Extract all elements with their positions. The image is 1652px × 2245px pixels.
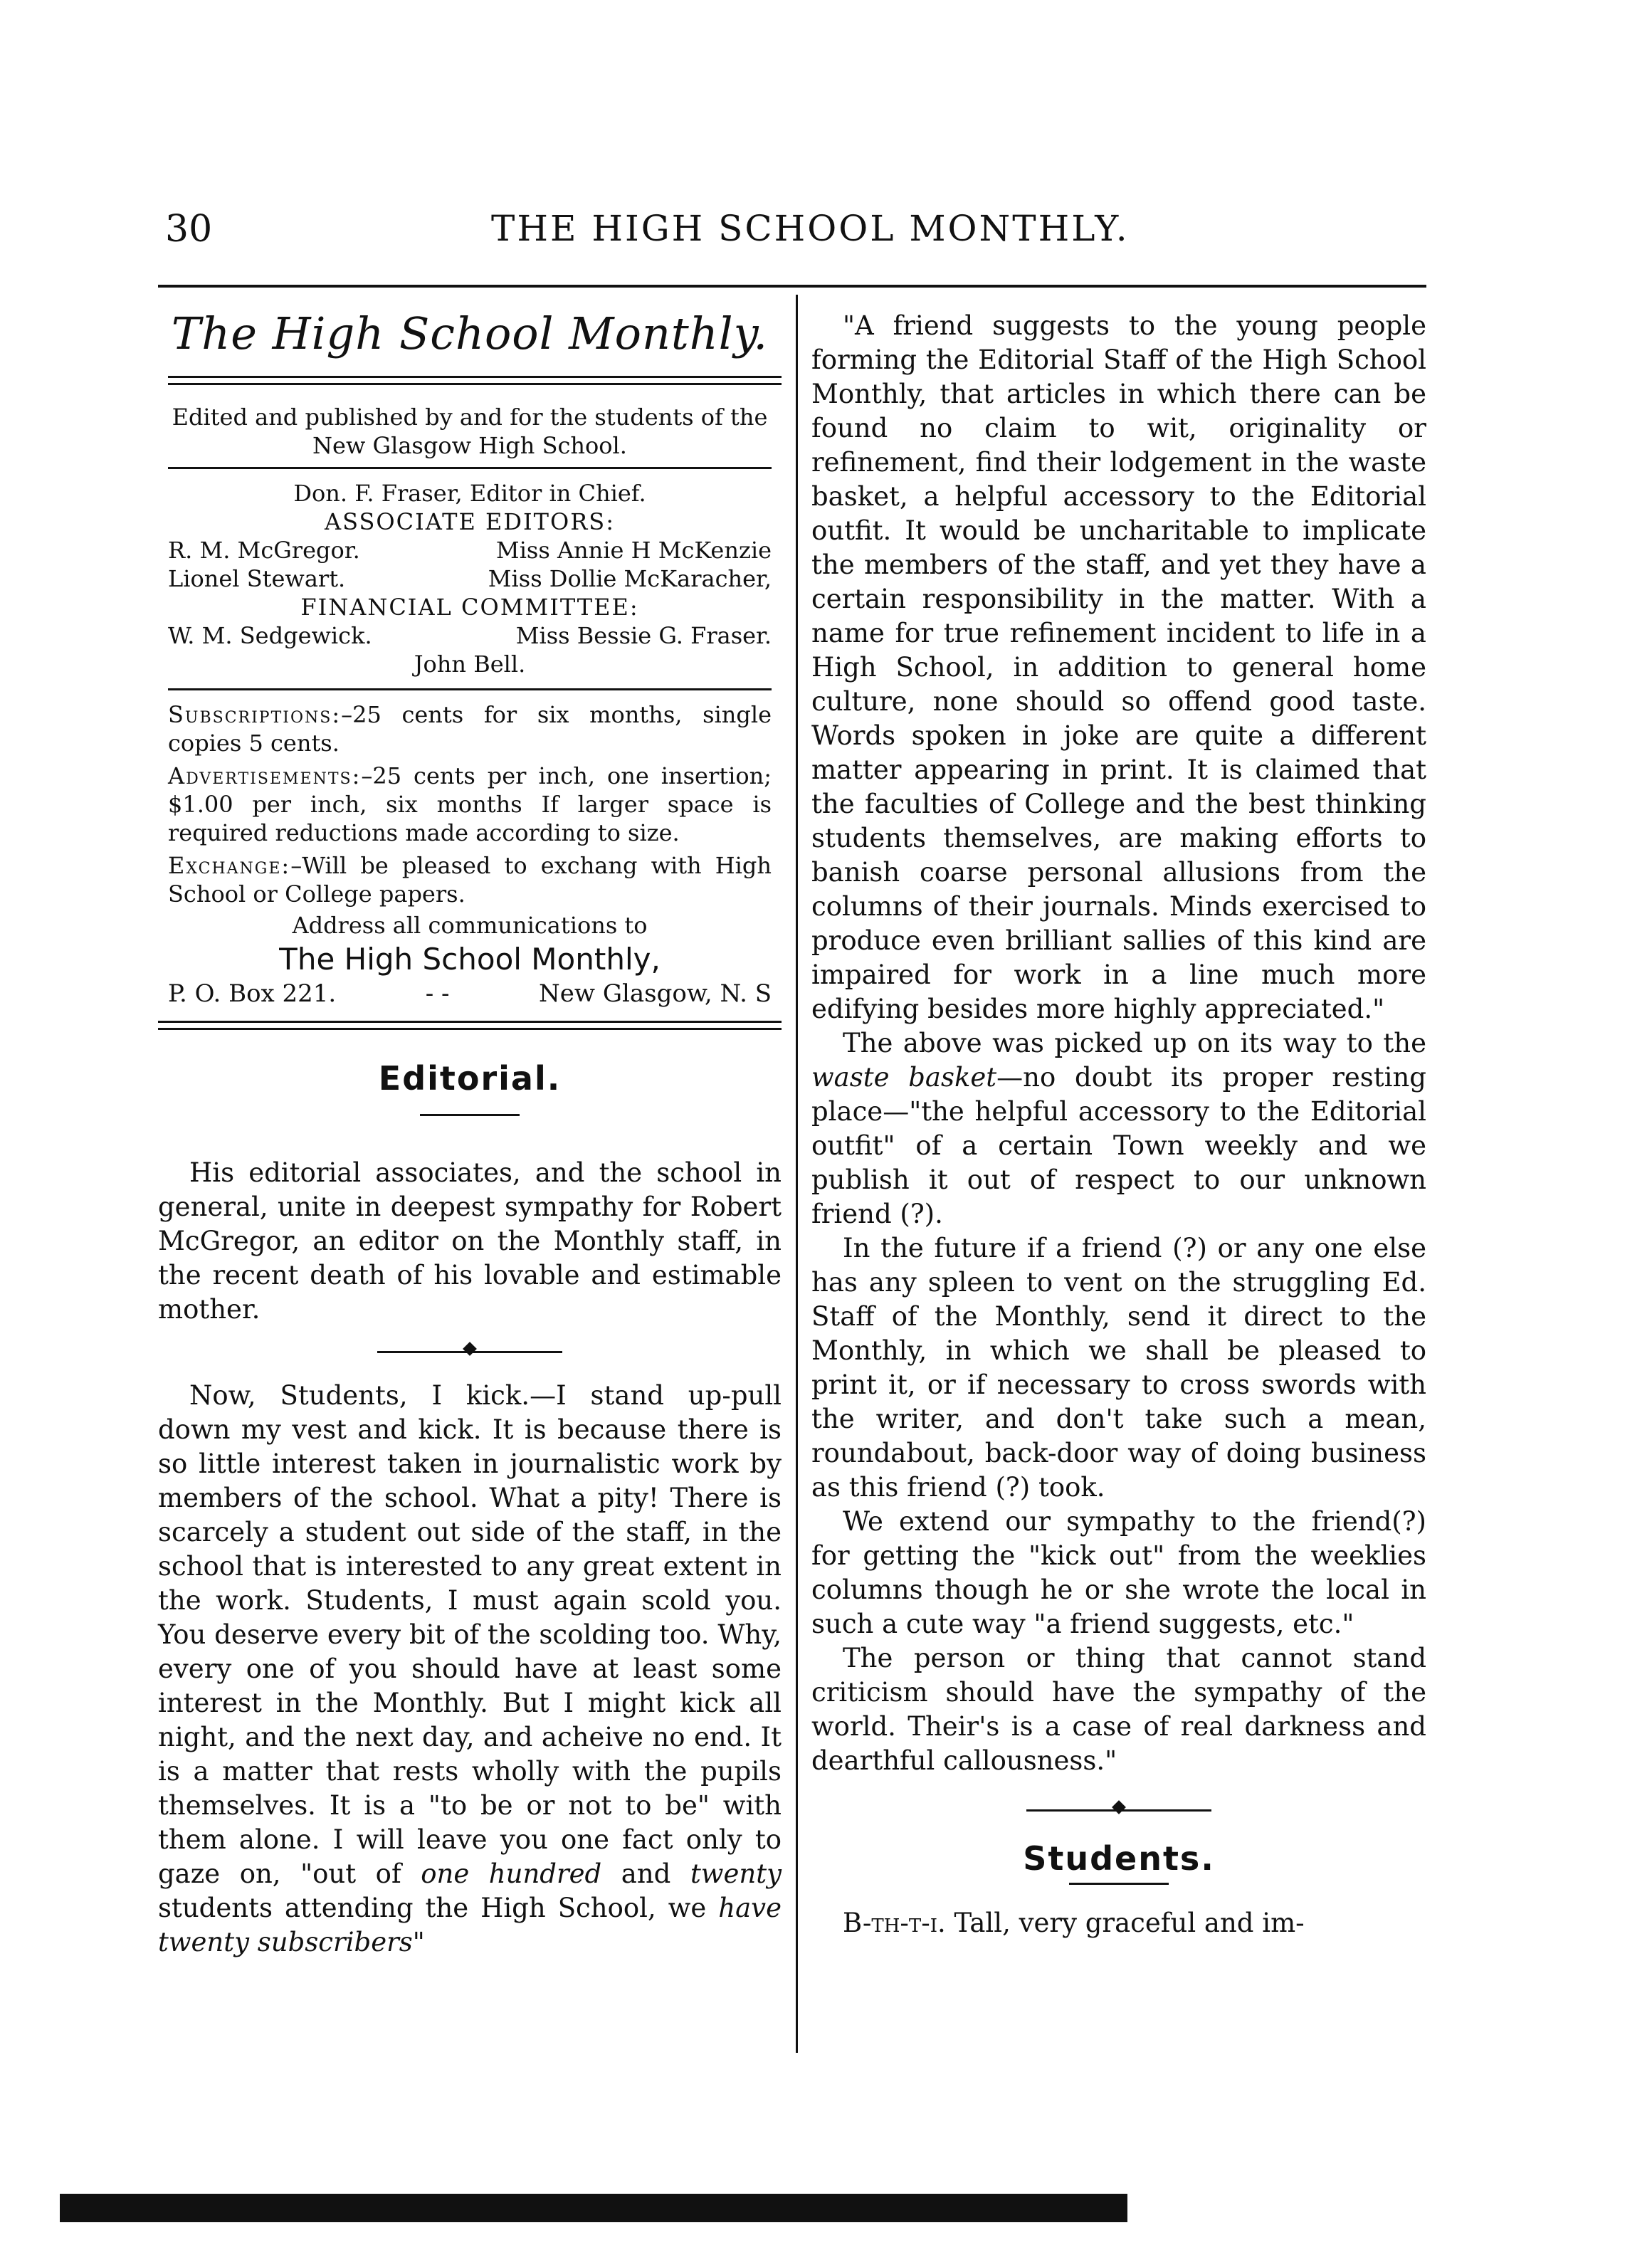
editorial-paragraph: His editorial associates, and the school in general, unite in deepest sympathy for Robert McGregor, an editor on the Monthly staff, in the recent death of his lovable and estimable mother. (158, 1157, 782, 1325)
reply-text: —no doubt its proper resting place—"the helpful accessory to the Editorial outfit" of a certain Town weekly and we publish it out of respect to our unknown friend (?). (811, 1062, 1426, 1229)
students-heading: Students. (1023, 1839, 1215, 1878)
advertisements (168, 762, 772, 847)
editorial-emphasis: one hundred (421, 1858, 602, 1889)
editorial-reply (811, 1026, 1426, 1231)
students-lead: B-th-t-i. (843, 1908, 946, 1938)
associate-left: Lionel Stewart. (168, 565, 346, 592)
quoted-letter: "A friend suggests to the young people forming the Editorial Staff of the High School Monthly, that articles in which there can be found no claim to wit, originality or refinement, find their lodgement in the waste basket, a helpful accessory to the Editorial outfit. It would be uncharitable to implicate the members of the staff, and yet they have a certain responsibility in the matter. With a name for true refinement incident to life in a High School, in addition to general home culture, none should so offend good taste. Words spoken in joke are quite a different matter appearing in print. It is claimed that the faculties of College and the best thinking students themselves, are making efforts to banish coarse personal allusions from the columns of their journals. Minds exercised to produce even brilliant sallies of this kind are impaired for work in a line much more edifying besides more highly appreciated." (811, 310, 1426, 1024)
address-line: Address all communications to (292, 912, 648, 939)
header-rule (158, 285, 1426, 288)
editorial-text: " (412, 1927, 425, 1957)
column-divider (796, 295, 798, 2053)
financial-extra: John Bell. (414, 651, 526, 678)
financial-left: W. M. Sedgewick. (168, 622, 372, 649)
editor-in-chief: Don. F. Fraser, Editor in Chief. (293, 480, 646, 507)
exchange-label: Exchange: (168, 852, 291, 879)
editorial-reply: In the future if a friend (?) or any one else has any spleen to vent on the struggling Ed. Staff of the Monthly, send it direct to the Monthly, in which we shall be pleased to print it, or if necessary to cross swords with the writer, and don't take such a mean, roundabout, back-door way of doing business as this friend (?) took. (811, 1233, 1426, 1503)
masthead-rule-1 (168, 376, 782, 378)
reply-text: The above was picked up on its way to the (843, 1028, 1426, 1058)
subscriptions-label: Subscriptions: (168, 701, 342, 728)
exchange-text: –Will be pleased to exchang with High School or College papers. (168, 852, 772, 908)
financial-right: Miss Bessie G. Fraser. (515, 622, 772, 649)
editorial-emphasis: have twenty subscribers (158, 1893, 782, 1957)
section-ornament (1026, 1809, 1211, 1812)
advertisements-text: –25 cents per inch, one insertion; $1.00 per inch, six months If larger space is required reductions made according to size. (168, 762, 772, 846)
editorial-text: students attending the High School, we (158, 1893, 719, 1923)
editorial-text: and (601, 1858, 690, 1889)
masthead-rule-2 (168, 383, 782, 385)
masthead-mid-rule (168, 688, 772, 690)
subscriptions (168, 700, 772, 757)
page-number: 30 (165, 208, 213, 251)
students-entry (811, 1906, 1426, 1940)
masthead-block (158, 403, 782, 1008)
masthead-end-rule-1 (158, 1021, 782, 1023)
reply-emphasis: waste basket (811, 1062, 997, 1093)
subscriptions-text: –25 cents for six months, single copies 5 cents. (168, 701, 772, 757)
associate-right: Miss Dollie McKaracher, (488, 565, 772, 592)
town: New Glasgow, N. S (539, 979, 772, 1008)
po-box: P. O. Box 221. (168, 979, 337, 1008)
financial-row (168, 621, 772, 650)
associate-row (168, 536, 772, 564)
editorial-reply: The person or thing that cannot stand criticism should have the sympathy of the world. Their's is a case of real darkness and dearthful callousness." (811, 1643, 1426, 1776)
exchange (168, 851, 772, 908)
editorial-heading: Editorial. (378, 1059, 562, 1098)
editorial-emphasis: twenty (690, 1858, 782, 1889)
running-head: THE HIGH SCHOOL MONTHLY. (491, 208, 1130, 249)
editorial-paragraph (158, 1379, 782, 1960)
address-row (168, 979, 772, 1008)
masthead-title: The High School Monthly. (171, 307, 769, 359)
editorial-reply: We extend our sympathy to the friend(?) for getting the "kick out" from the weeklies columns though he or she wrote the local in such a cute way "a friend suggests, etc." (811, 1506, 1426, 1639)
financial-committee-heading: FINANCIAL COMMITTEE: (300, 594, 639, 621)
address-dashes: - - (425, 979, 450, 1008)
right-column (811, 309, 1426, 1940)
publisher-rule (168, 467, 772, 469)
scan-edge-bar (60, 2194, 1127, 2222)
students-text: Tall, very graceful and im- (945, 1908, 1305, 1938)
associate-editors-heading: ASSOCIATE EDITORS: (324, 508, 615, 535)
section-ornament (377, 1351, 562, 1353)
associate-left: R. M. McGregor. (168, 537, 360, 564)
advertisements-label: Advertisements: (168, 762, 362, 789)
associate-right: Miss Annie H McKenzie (495, 537, 772, 564)
editorial-text: Now, Students, I kick.—I stand up-pull down my vest and kick. It is because there is so little interest taken in journalistic work by members of the school. What a pity! There is scarcely a student out side of the staff, in the school that is interested to any great extent in the work. Students, I must again scold you. You deserve every bit of the scolding too. Why, every one of you should have at least some interest in the Monthly. But I might kick all night, and the next day, and acheive no end. It is a matter that rests wholly with the pupils themselves. It is a "to be or not to be" with them alone. I will leave you one fact only to gaze on, "out of (158, 1380, 782, 1889)
associate-row (168, 564, 772, 593)
left-column (158, 403, 782, 1960)
publisher-line: Edited and published by and for the students of the New Glasgow High School. (172, 404, 768, 459)
address-name: The High School Monthly, (279, 942, 661, 977)
